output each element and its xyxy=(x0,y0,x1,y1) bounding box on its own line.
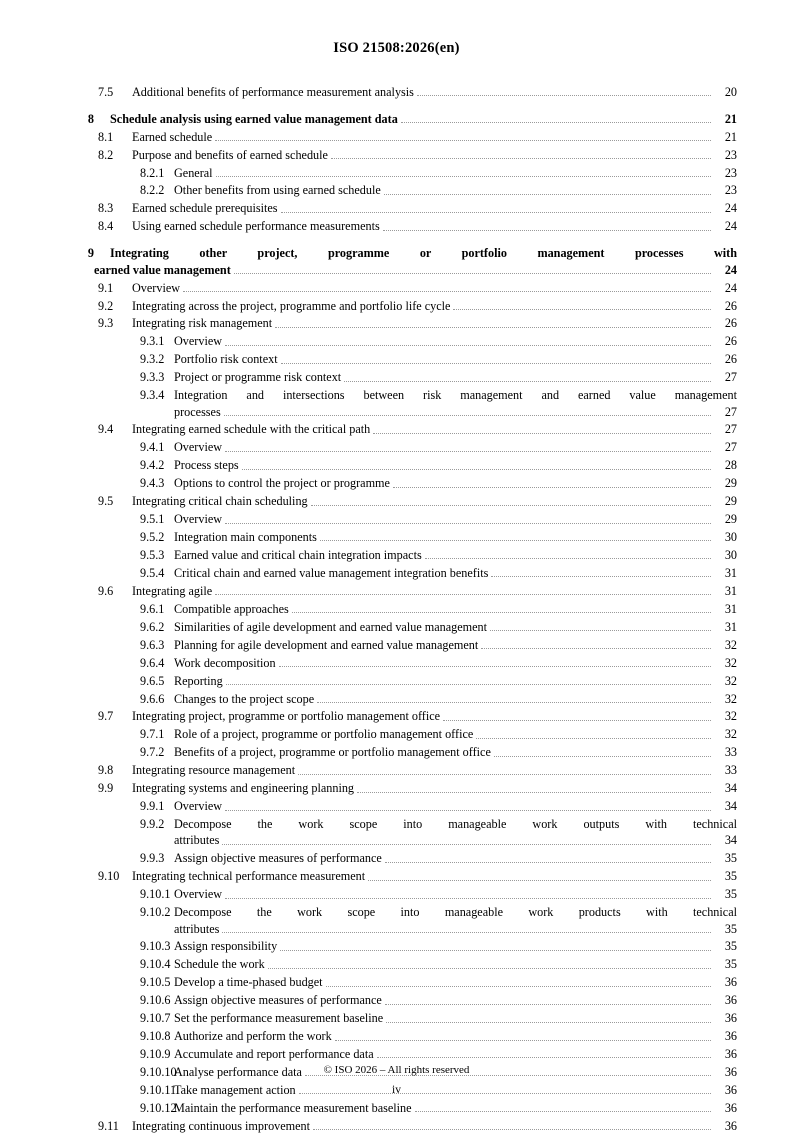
toc-leader-dots xyxy=(481,647,711,649)
toc-entry-number: 8.2.1 xyxy=(140,165,165,180)
toc-entry-title: Decompose the work scope into manageable work outputs with technical xyxy=(174,817,737,832)
toc-entry[interactable] xyxy=(56,779,737,797)
toc-entry-number: 9.6.1 xyxy=(140,601,165,616)
toc-entry-title: Options to control the project or programme xyxy=(174,476,390,491)
toc-leader-dots xyxy=(225,897,711,899)
toc-entry-number: 8.3 xyxy=(98,201,114,216)
toc-entry[interactable] xyxy=(56,582,737,600)
toc-entry-page: 32 xyxy=(724,637,737,652)
toc-leader-dots xyxy=(491,575,711,577)
toc-entry[interactable] xyxy=(56,315,737,333)
toc-entry-title: Overview xyxy=(174,334,223,349)
toc-entry-title: Integrating systems and engineering planning xyxy=(132,781,355,796)
toc-entry[interactable] xyxy=(56,618,737,636)
toc-leader-dots xyxy=(222,931,711,933)
toc-entry-page: 33 xyxy=(724,745,737,760)
toc-entry-number: 8 xyxy=(87,111,94,126)
toc-leader-dots xyxy=(268,967,711,969)
toc-entry[interactable] xyxy=(56,439,737,457)
toc-entry-number: 9.9.2 xyxy=(140,817,165,832)
toc-leader-dots xyxy=(490,629,711,631)
toc-entry-page: 35 xyxy=(724,887,737,902)
toc-leader-dots xyxy=(357,791,711,793)
toc-entry-title: Integrating across the project, programme and portfolio life cycle xyxy=(132,298,451,313)
toc-entry-number: 9.11 xyxy=(98,1118,119,1133)
toc-entry-number: 9.10.12 xyxy=(140,1100,177,1115)
toc-leader-dots xyxy=(234,272,711,274)
toc-entry-title: Maintain the performance measurement baseline xyxy=(174,1100,412,1115)
toc-entry-page: 29 xyxy=(724,476,737,491)
toc-entry-number: 9.10.8 xyxy=(140,1029,171,1044)
toc-entry-number: 9.7.2 xyxy=(140,745,165,760)
toc-entry-title: Critical chain and earned value management integration benefits xyxy=(174,565,489,580)
toc-entry-number: 9.8 xyxy=(98,763,114,778)
toc-entry[interactable] xyxy=(56,726,737,744)
toc-entry-title: Integrating technical performance measurement xyxy=(132,869,366,884)
toc-entry-title: Process steps xyxy=(174,458,239,473)
toc-entry[interactable] xyxy=(56,903,737,937)
toc-entry[interactable] xyxy=(56,164,737,182)
toc-leader-dots xyxy=(417,94,711,96)
toc-entry-title: Overview xyxy=(174,440,223,455)
toc-entry[interactable] xyxy=(56,672,737,690)
toc-entry-number: 9.5.1 xyxy=(140,512,165,527)
toc-entry[interactable] xyxy=(56,1009,737,1027)
toc-entry-number: 9.4 xyxy=(98,422,114,437)
toc-leader-dots xyxy=(494,755,711,757)
toc-entry-number: 9.3 xyxy=(98,316,114,331)
toc-entry-title: Decompose the work scope into manageable work products with technical xyxy=(174,905,737,920)
toc-leader-dots xyxy=(215,593,711,595)
toc-leader-dots xyxy=(453,308,711,310)
toc-entry-number: 9.3.2 xyxy=(140,352,165,367)
toc-entry-number: 9.4.1 xyxy=(140,440,165,455)
toc-entry-number: 9.10.7 xyxy=(140,1011,171,1026)
toc-entry-number: 9.3.4 xyxy=(140,388,165,403)
toc-entry-page: 26 xyxy=(724,316,737,331)
toc-entry[interactable] xyxy=(56,654,737,672)
toc-entry-number: 9.5.3 xyxy=(140,548,165,563)
toc-entry-number: 9.2 xyxy=(98,298,114,313)
toc-leader-dots xyxy=(281,362,711,364)
toc-entry-title: Other benefits from using earned schedule xyxy=(174,183,381,198)
toc-entry[interactable] xyxy=(56,546,737,564)
toc-entry-title: Purpose and benefits of earned schedule xyxy=(132,147,328,162)
toc-entry-title: Overview xyxy=(174,887,223,902)
toc-entry[interactable] xyxy=(56,182,737,200)
toc-entry-page: 35 xyxy=(724,921,737,936)
toc-entry-title: Integrating project, programme or portfolio management office xyxy=(132,709,441,724)
toc-entry-number: 9.6.6 xyxy=(140,691,165,706)
toc-entry-title: Integrating critical chain scheduling xyxy=(132,494,308,509)
toc-entry-title: Work decomposition xyxy=(174,655,276,670)
toc-entry-number: 9.9.1 xyxy=(140,799,165,814)
toc-entry-page: 32 xyxy=(724,727,737,742)
toc-entry-number: 9.10.1 xyxy=(140,887,171,902)
toc-entry-number: 9.6.3 xyxy=(140,637,165,652)
toc-entry[interactable] xyxy=(56,636,737,654)
toc-entry-number: 9.4.2 xyxy=(140,458,165,473)
toc-entry[interactable] xyxy=(56,351,737,369)
toc-entry[interactable] xyxy=(56,510,737,528)
toc-entry-number: 9.10.6 xyxy=(140,993,171,1008)
toc-entry-title: Integration and intersections between risk management and earned value management xyxy=(174,388,737,403)
toc-entry[interactable] xyxy=(56,1045,737,1063)
toc-leader-dots xyxy=(292,611,711,613)
toc-entry[interactable] xyxy=(56,992,737,1010)
toc-entry-title-cont: attributes xyxy=(174,833,220,848)
toc-entry-title: Authorize and perform the work xyxy=(174,1029,332,1044)
toc-entry-page: 24 xyxy=(724,219,737,234)
toc-leader-dots xyxy=(224,414,711,416)
toc-entry-page: 32 xyxy=(724,655,737,670)
toc-entry-title: Integrating other project, programme or portfolio management processes with xyxy=(110,246,737,261)
toc-entry-title: Project or programme risk context xyxy=(174,370,342,385)
toc-entry-title: Assign objective measures of performance xyxy=(174,851,382,866)
toc-entry-title: Using earned schedule performance measurements xyxy=(132,219,380,234)
toc-entry-number: 9.3.3 xyxy=(140,370,165,385)
toc-leader-dots xyxy=(331,157,711,159)
toc-entry-title: Benefits of a project, programme or portfolio management office xyxy=(174,745,491,760)
toc-entry[interactable] xyxy=(56,956,737,974)
toc-entry-title: Similarities of agile development and earned value management xyxy=(174,619,488,634)
toc-leader-dots xyxy=(216,175,711,177)
toc-entry-page: 28 xyxy=(724,458,737,473)
toc-leader-dots xyxy=(385,861,711,863)
toc-entry[interactable] xyxy=(56,386,737,420)
toc-entry-page: 36 xyxy=(724,1065,737,1080)
toc-entry-number: 9.5.2 xyxy=(140,530,165,545)
toc-entry-page: 34 xyxy=(724,799,737,814)
toc-entry[interactable] xyxy=(56,128,737,146)
toc-entry[interactable] xyxy=(56,83,737,101)
toc-entry[interactable] xyxy=(56,885,737,903)
toc-entry-page: 27 xyxy=(724,404,737,419)
toc-entry-number: 9.4.3 xyxy=(140,476,165,491)
toc-leader-dots xyxy=(377,1056,711,1058)
toc-leader-dots xyxy=(425,557,711,559)
toc-entry[interactable] xyxy=(56,1117,737,1135)
toc-entry-number: 9.9 xyxy=(98,781,114,796)
toc-entry[interactable] xyxy=(56,1099,737,1117)
toc-leader-dots xyxy=(222,843,711,845)
toc-leader-dots xyxy=(279,665,711,667)
toc-leader-dots xyxy=(335,1039,711,1041)
toc-entry-page: 34 xyxy=(724,781,737,796)
footer-copyright: © ISO 2026 – All rights reserved xyxy=(323,1064,470,1076)
toc-entry-page: 36 xyxy=(724,1011,737,1026)
toc-entry-title: Integrating agile xyxy=(132,583,213,598)
toc-entry-title: Portfolio risk context xyxy=(174,352,278,367)
toc-entry-title: Accumulate and report performance data xyxy=(174,1047,374,1062)
toc-leader-dots xyxy=(225,809,711,811)
toc-entry[interactable] xyxy=(56,297,737,315)
toc-entry-page: 32 xyxy=(724,691,737,706)
toc-entry-page: 35 xyxy=(724,957,737,972)
toc-entry-title: Reporting xyxy=(174,673,223,688)
toc-entry-number: 9.6.5 xyxy=(140,673,165,688)
toc-entry-title: Overview xyxy=(174,799,223,814)
toc-leader-dots xyxy=(280,949,711,951)
toc-entry-page: 27 xyxy=(724,422,737,437)
toc-entry-page: 36 xyxy=(724,1082,737,1097)
toc-entry-title: Compatible approaches xyxy=(174,601,289,616)
toc-entry-page: 20 xyxy=(724,84,737,99)
toc-leader-dots xyxy=(386,1021,711,1023)
toc-entry[interactable] xyxy=(56,528,737,546)
toc-entry-page: 23 xyxy=(724,183,737,198)
toc-entry-number: 9.10.10 xyxy=(140,1065,177,1080)
toc-leader-dots xyxy=(415,1110,711,1112)
toc-entry-title: Integrating resource management xyxy=(132,763,296,778)
toc-leader-dots xyxy=(311,504,711,506)
toc-entry-title: Integration main components xyxy=(174,530,317,545)
toc-entry-number: 9.5.4 xyxy=(140,565,165,580)
toc-leader-dots xyxy=(383,229,711,231)
toc-leader-dots xyxy=(275,326,711,328)
toc-entry-number: 9.10.4 xyxy=(140,957,171,972)
toc-leader-dots xyxy=(226,683,711,685)
toc-entry-number: 7.5 xyxy=(98,84,114,99)
toc-leader-dots xyxy=(373,432,711,434)
toc-entry[interactable] xyxy=(56,492,737,510)
toc-entry-page: 31 xyxy=(724,565,737,580)
toc-leader-dots xyxy=(313,1128,711,1130)
toc-entry-page: 36 xyxy=(724,1100,737,1115)
toc-entry-number: 8.2 xyxy=(98,147,114,162)
toc-entry-page: 33 xyxy=(724,763,737,778)
toc-entry-page: 36 xyxy=(724,975,737,990)
toc-leader-dots xyxy=(384,193,711,195)
toc-entry-title: Earned value and critical chain integration impacts xyxy=(174,548,422,563)
toc-entry[interactable] xyxy=(56,200,737,218)
toc-entry-title: Integrating risk management xyxy=(132,316,273,331)
toc-entry[interactable] xyxy=(56,938,737,956)
toc-leader-dots xyxy=(443,719,711,721)
toc-entry[interactable] xyxy=(56,974,737,992)
toc-entry-number: 9.9.3 xyxy=(140,851,165,866)
toc-entry-number: 9.3.1 xyxy=(140,334,165,349)
toc-entry-page: 30 xyxy=(724,548,737,563)
toc-entry[interactable] xyxy=(56,279,737,297)
toc-entry-number: 9.6.4 xyxy=(140,655,165,670)
toc-entry-number: 9.7 xyxy=(98,709,114,724)
toc-leader-dots xyxy=(183,290,711,292)
toc-entry[interactable] xyxy=(56,146,737,164)
toc-entry[interactable] xyxy=(56,421,737,439)
toc-entry-title: Schedule the work xyxy=(174,957,265,972)
toc-entry-number: 9.6 xyxy=(98,583,114,598)
toc-entry-page: 35 xyxy=(724,851,737,866)
toc-entry-page: 31 xyxy=(724,601,737,616)
toc-leader-dots xyxy=(368,879,711,881)
toc-entry-title: Role of a project, programme or portfolio management office xyxy=(174,727,474,742)
toc-entry-page: 31 xyxy=(724,619,737,634)
toc-entry-page: 27 xyxy=(724,370,737,385)
toc-entry[interactable] xyxy=(56,850,737,868)
toc-leader-dots xyxy=(281,211,711,213)
toc-entry-title: Overview xyxy=(174,512,223,527)
toc-entry[interactable] xyxy=(56,457,737,475)
toc-leader-dots xyxy=(401,121,711,123)
toc-entry[interactable] xyxy=(56,1027,737,1045)
toc-entry[interactable] xyxy=(56,368,737,386)
toc-entry-title-cont: processes xyxy=(174,404,221,419)
toc-entry-title: Earned schedule prerequisites xyxy=(132,201,278,216)
toc-entry-title: Additional benefits of performance measurement analysis xyxy=(132,84,414,99)
toc-leader-dots xyxy=(298,773,711,775)
toc-entry-page: 30 xyxy=(724,530,737,545)
toc-entry-page: 36 xyxy=(724,1047,737,1062)
document-header: ISO 21508:2026(en) xyxy=(333,40,460,56)
toc-entry-title: General xyxy=(174,165,213,180)
toc-entry-page: 26 xyxy=(724,352,737,367)
toc-entry-number: 9.10.2 xyxy=(140,905,171,920)
toc-entry-number: 9.10.3 xyxy=(140,939,171,954)
toc-entry-page: 24 xyxy=(724,201,737,216)
toc-leader-dots xyxy=(393,486,711,488)
toc-entry[interactable] xyxy=(56,218,737,236)
toc-entry[interactable] xyxy=(56,475,737,493)
toc-entry-page: 36 xyxy=(724,1029,737,1044)
toc-leader-dots xyxy=(344,380,711,382)
toc-entry-page: 26 xyxy=(724,298,737,313)
toc-entry[interactable] xyxy=(56,708,737,726)
toc-leader-dots xyxy=(225,344,711,346)
table-of-contents xyxy=(56,83,737,1135)
toc-entry[interactable] xyxy=(56,245,737,279)
toc-leader-dots xyxy=(385,1003,711,1005)
toc-entry-number: 8.2.2 xyxy=(140,183,165,198)
toc-entry[interactable] xyxy=(56,868,737,886)
toc-entry-number: 8.1 xyxy=(98,129,114,144)
toc-entry-page: 23 xyxy=(724,165,737,180)
toc-entry-title-cont: attributes xyxy=(174,921,220,936)
toc-entry-page: 27 xyxy=(724,440,737,455)
toc-entry-page: 24 xyxy=(724,280,737,295)
toc-entry[interactable] xyxy=(56,762,737,780)
toc-entry-page: 21 xyxy=(724,129,737,144)
toc-entry-page: 32 xyxy=(724,673,737,688)
toc-leader-dots xyxy=(476,737,711,739)
toc-entry-number: 9.10.11 xyxy=(140,1082,177,1097)
toc-entry-title: Take management action xyxy=(174,1082,296,1097)
toc-entry-number: 9.6.2 xyxy=(140,619,165,634)
toc-entry[interactable] xyxy=(56,564,737,582)
toc-entry[interactable] xyxy=(56,797,737,815)
toc-entry-number: 8.4 xyxy=(98,219,114,234)
toc-entry[interactable] xyxy=(56,110,737,128)
toc-entry-title: Assign objective measures of performance xyxy=(174,993,382,1008)
toc-entry-number: 9.10 xyxy=(98,869,120,884)
toc-entry-page: 24 xyxy=(724,262,737,277)
toc-entry-page: 21 xyxy=(724,111,737,126)
toc-entry-title: Set the performance measurement baseline xyxy=(174,1011,384,1026)
toc-entry-page: 34 xyxy=(724,833,737,848)
toc-entry-page: 36 xyxy=(724,1118,737,1133)
toc-entry-page: 23 xyxy=(724,147,737,162)
toc-entry-title: Integrating earned schedule with the critical path xyxy=(132,422,371,437)
toc-entry-page: 31 xyxy=(724,583,737,598)
toc-entry-title: Develop a time-phased budget xyxy=(174,975,323,990)
toc-leader-dots xyxy=(320,539,711,541)
toc-entry[interactable] xyxy=(56,744,737,762)
toc-entry[interactable] xyxy=(56,333,737,351)
toc-entry-title: Earned schedule xyxy=(132,129,213,144)
toc-entry-page: 35 xyxy=(724,939,737,954)
toc-entry-title: Analyse performance data xyxy=(174,1065,302,1080)
toc-entry-number: 9.1 xyxy=(98,280,114,295)
toc-entry-page: 36 xyxy=(724,993,737,1008)
toc-entry-page: 32 xyxy=(724,709,737,724)
toc-entry-title: Integrating continuous improvement xyxy=(132,1118,311,1133)
toc-entry-title: Schedule analysis using earned value management data xyxy=(110,111,398,126)
toc-entry-title: Changes to the project scope xyxy=(174,691,315,706)
toc-entry-page: 29 xyxy=(724,512,737,527)
toc-entry-title-cont: earned value management xyxy=(94,262,231,277)
toc-entry-title: Assign responsibility xyxy=(174,939,278,954)
toc-leader-dots xyxy=(242,468,711,470)
page-folio: iv xyxy=(392,1084,401,1096)
toc-entry-page: 29 xyxy=(724,494,737,509)
toc-entry-number: 9.10.9 xyxy=(140,1047,171,1062)
toc-entry[interactable] xyxy=(56,600,737,618)
toc-leader-dots xyxy=(225,450,711,452)
toc-entry-number: 9 xyxy=(87,246,94,261)
toc-entry-title: Planning for agile development and earned value management xyxy=(174,637,479,652)
toc-leader-dots xyxy=(317,701,711,703)
toc-entry[interactable] xyxy=(56,815,737,849)
toc-entry-page: 26 xyxy=(724,334,737,349)
toc-entry-page: 35 xyxy=(724,869,737,884)
toc-entry-number: 9.7.1 xyxy=(140,727,165,742)
toc-leader-dots xyxy=(326,985,711,987)
toc-entry-title: Overview xyxy=(132,280,181,295)
toc-entry[interactable] xyxy=(56,690,737,708)
toc-leader-dots xyxy=(215,139,711,141)
toc-leader-dots xyxy=(225,522,711,524)
toc-entry-number: 9.10.5 xyxy=(140,975,171,990)
toc-entry-number: 9.5 xyxy=(98,494,114,509)
